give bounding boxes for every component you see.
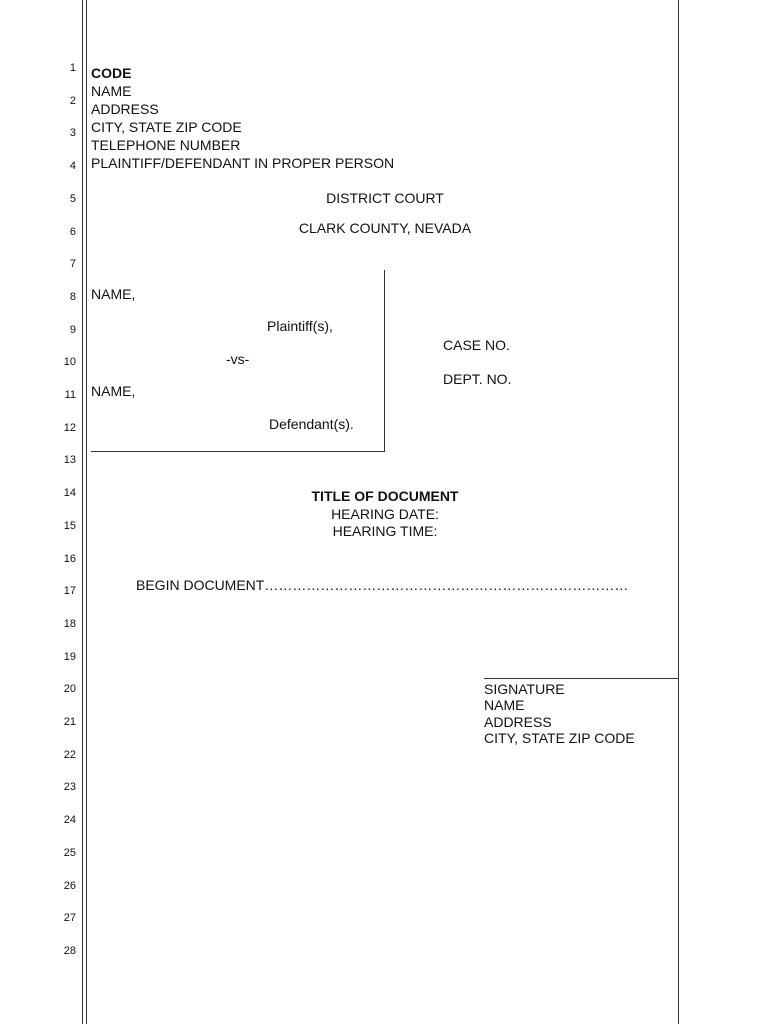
- line-number: 22: [63, 749, 76, 761]
- signature-address: ADDRESS: [484, 714, 552, 730]
- dept-number-label: DEPT. NO.: [443, 371, 512, 387]
- line-number: 27: [63, 912, 76, 924]
- line-number: 16: [63, 553, 76, 565]
- line-number: 5: [69, 193, 76, 205]
- signature-city: CITY, STATE ZIP CODE: [484, 730, 635, 746]
- line-number: 4: [69, 160, 76, 172]
- left-margin-line-outer: [82, 0, 83, 1024]
- hearing-time: HEARING TIME:: [332, 523, 438, 539]
- header-city: CITY, STATE ZIP CODE: [91, 119, 242, 135]
- begin-document-text: BEGIN DOCUMENT……………………………………………………………………: [136, 577, 629, 593]
- line-number: 23: [63, 781, 76, 793]
- line-number: 28: [63, 945, 76, 957]
- defendant-name: NAME,: [91, 383, 136, 399]
- document-title: TITLE OF DOCUMENT: [311, 488, 459, 504]
- line-number: 7: [69, 258, 76, 270]
- line-number: 9: [69, 324, 76, 336]
- signature-line: [484, 678, 678, 679]
- header-name: NAME: [91, 83, 132, 99]
- line-number: 13: [63, 454, 76, 466]
- line-number: 11: [64, 389, 76, 401]
- line-number: 19: [63, 651, 76, 663]
- signature-label: SIGNATURE: [484, 681, 565, 697]
- plaintiff-name: NAME,: [91, 286, 136, 302]
- court-name: DISTRICT COURT: [326, 190, 444, 206]
- line-number: 3: [69, 127, 76, 139]
- line-number: 21: [63, 716, 76, 728]
- defendant-role: Defendant(s).: [269, 416, 354, 432]
- header-party: PLAINTIFF/DEFENDANT IN PROPER PERSON: [91, 155, 395, 171]
- header-phone: TELEPHONE NUMBER: [91, 137, 241, 153]
- line-number: 20: [63, 683, 76, 695]
- hearing-date: HEARING DATE:: [331, 506, 439, 522]
- versus-label: -vs-: [226, 351, 250, 367]
- header-code: CODE: [91, 65, 132, 81]
- case-number-label: CASE NO.: [443, 337, 510, 353]
- caption-divider-vertical: [384, 270, 385, 452]
- header-address: ADDRESS: [91, 101, 159, 117]
- line-number: 26: [63, 880, 76, 892]
- line-number: 12: [63, 422, 76, 434]
- line-number: 24: [63, 814, 76, 826]
- line-number: 15: [63, 520, 76, 532]
- plaintiff-role: Plaintiff(s),: [267, 318, 333, 334]
- line-number: 18: [63, 618, 76, 630]
- line-number: 10: [63, 356, 76, 368]
- line-number: 14: [63, 487, 76, 499]
- line-number: 17: [63, 585, 76, 597]
- line-number: 1: [69, 62, 76, 74]
- line-number: 2: [69, 95, 76, 107]
- court-county: CLARK COUNTY, NEVADA: [298, 220, 472, 236]
- line-number: 8: [69, 291, 76, 303]
- line-number: 25: [63, 847, 76, 859]
- signature-name: NAME: [484, 697, 525, 713]
- line-number: 6: [69, 226, 76, 238]
- caption-divider-horizontal: [91, 451, 385, 452]
